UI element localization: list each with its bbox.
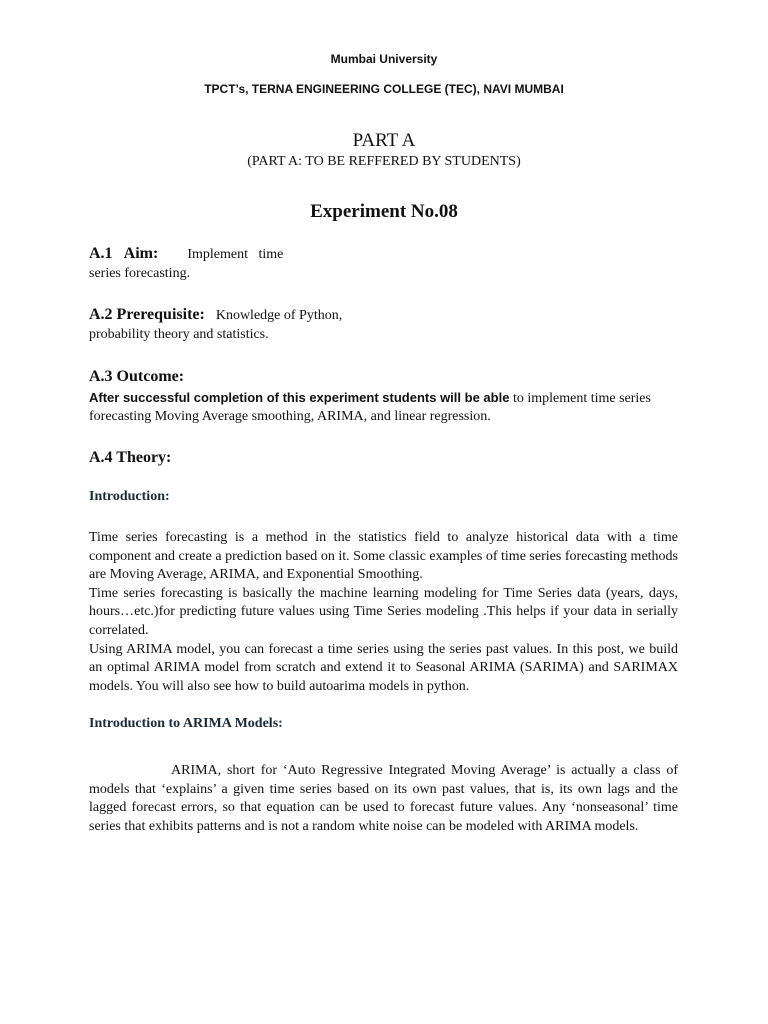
intro-paragraph-3: Using ARIMA model, you can forecast a time series using the series past values. In this post, we build an optimal ARIMA model from scratch and extend it to Seasonal ARIMA (SARIMA) and SARIMAX models. You will also see how to build autoarima models in python. — [89, 641, 678, 694]
experiment-title: Experiment No.08 — [310, 201, 458, 222]
intro-heading: Introduction: — [89, 489, 170, 504]
outcome-label: A.3 Outcome: — [89, 368, 185, 385]
arima-paragraph-1: ARIMA, short for ‘Auto Regressive Integrated Moving Average’ is actually a class of models that ‘explains’ a given time series based on its own past values, that is, its own lags and the lagged forecast errors, so that equation can be used to forecast future values. Any ‘nonseasonal’ time series that exhibits patterns and is not a random white noise can be modeled with ARIMA models. — [89, 763, 678, 834]
intro-paragraphs — [89, 529, 678, 696]
outcome-section — [89, 368, 679, 426]
aim-text-line2: series forecasting. — [89, 266, 191, 281]
aim-section — [89, 245, 679, 283]
intro-paragraph-1: Time series forecasting is a method in the statistics field to analyze historical data with a time component and create a prediction based on it. Some classic examples of time series forecasting methods are Moving Average, ARIMA, and Exponential Smoothing. — [89, 530, 678, 583]
college-name: TPCT’s, TERNA ENGINEERING COLLEGE (TEC), NAVI MUMBAI — [204, 82, 564, 96]
prerequisite-text-line2: probability theory and statistics. — [89, 327, 269, 342]
arima-paragraphs — [89, 762, 678, 836]
theory-heading — [89, 449, 679, 468]
aim-label: A.1 Aim: — [89, 245, 159, 262]
prerequisite-label: A.2 Prerequisite: — [89, 306, 205, 323]
prerequisite-section — [89, 306, 679, 344]
arima-heading: Introduction to ARIMA Models: — [89, 716, 283, 731]
outcome-text: to implement time series forecasting Moving Average smoothing, ARIMA, and linear regression. — [89, 391, 651, 424]
outcome-bold-text: After successful completion of this experiment students will be able — [89, 390, 510, 405]
part-title: PART A — [352, 130, 416, 151]
aim-text-line1: Implement time — [187, 247, 284, 262]
part-subtitle: (PART A: TO BE REFFERED BY STUDENTS) — [247, 154, 521, 169]
prerequisite-text-line1: Knowledge of Python, — [215, 308, 343, 323]
theory-label: A.4 Theory: — [89, 449, 172, 466]
intro-paragraph-2: Time series forecasting is basically the machine learning modeling for Time Series data (years, days, hours…etc.)for predicting future values using Time Series modeling .This helps if your data in serially correlated. — [89, 585, 678, 638]
university-name: Mumbai University — [330, 52, 438, 66]
